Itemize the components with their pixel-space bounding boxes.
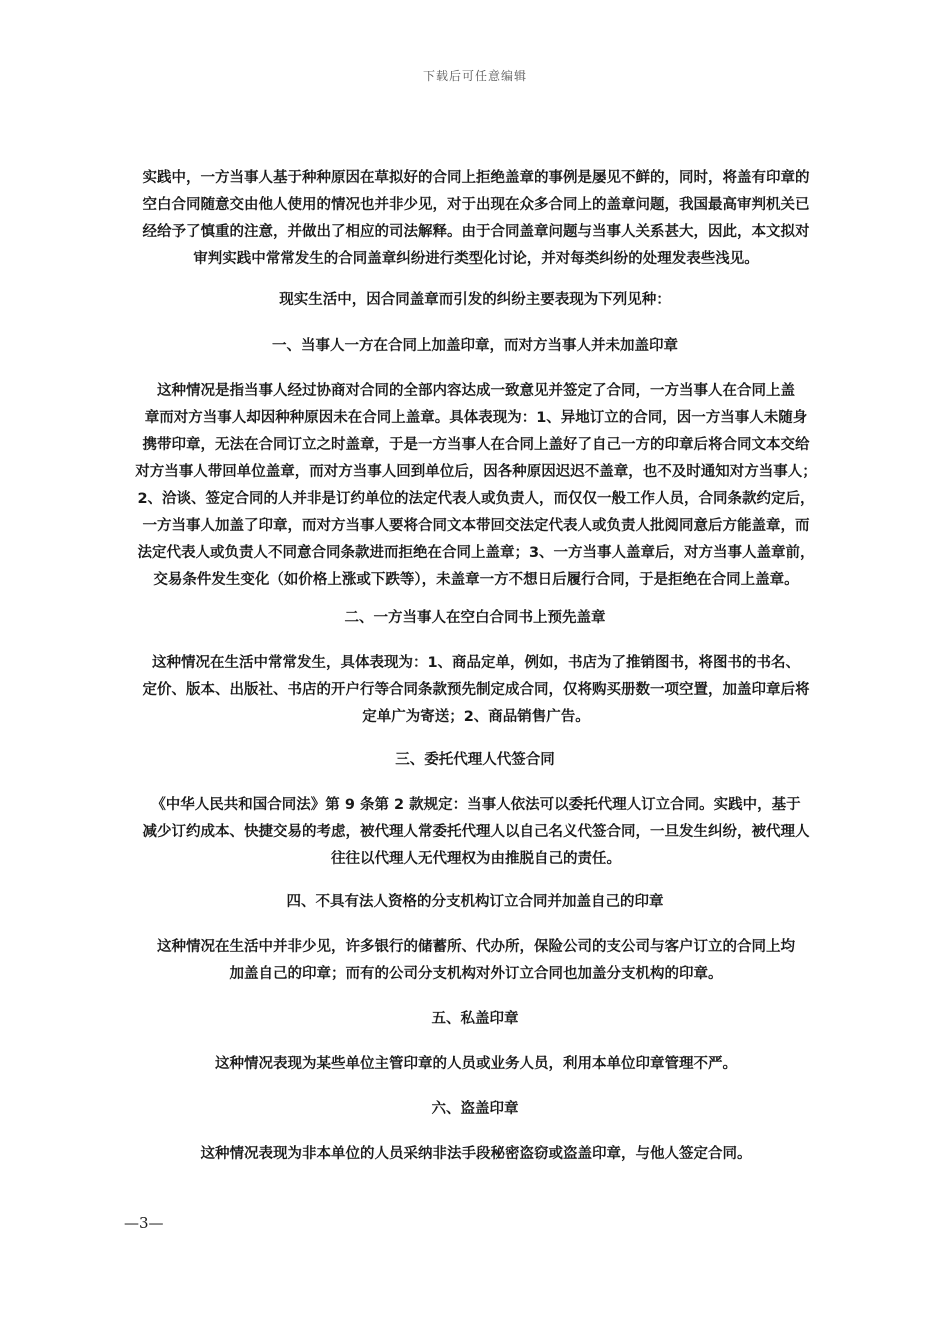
body-line: 《中华人民共和国合同法》第 9 条第 2 款规定：当事人依法可以委托代理人订立合同。实践中，基于 bbox=[151, 797, 801, 813]
section-body-6 bbox=[120, 1141, 832, 1168]
body-line: 减少订约成本、快捷交易的考虑，被代理人常委托代理人以自己名义代签合同，一旦发生纠纷，被代理人 bbox=[142, 824, 810, 840]
intro-paragraph bbox=[120, 165, 832, 273]
page-header: 下载后可任意编辑 bbox=[422, 69, 527, 83]
section-heading-6: 六、盗盖印章 bbox=[431, 1101, 519, 1117]
body-line: 这种情况在生活中常常发生，具体表现为：1、商品定单，例如，书店为了推销图书，将图书的书名、 bbox=[151, 655, 801, 671]
body-line: 这种情况表现为某些单位主管印章的人员或业务人员，利用本单位印章管理不严。 bbox=[215, 1056, 737, 1072]
intro-line: 实践中，一方当事人基于种种原因在草拟好的合同上拒绝盖章的事例是屡见不鲜的，同时，将盖有印章的 bbox=[142, 170, 810, 186]
body-line: 这种情况表现为非本单位的人员采纳非法手段秘密盗窃或盗盖印章，与他人签定合同。 bbox=[200, 1146, 752, 1162]
body-line: 对方当事人带回单位盖章，而对方当事人回到单位后，因各种原因迟迟不盖章，也不及时通知对方当事人； bbox=[135, 464, 817, 480]
body-line: 这种情况在生活中并非少见，许多银行的储蓄所、代办所，保险公司的支公司与客户订立的合同上均 bbox=[157, 939, 795, 955]
intro-line: 经给予了慎重的注意，并做出了相应的司法解释。由于合同盖章问题与当事人关系甚大，因此，本文拟对 bbox=[142, 224, 810, 240]
section-heading-3: 三、委托代理人代签合同 bbox=[395, 752, 555, 768]
section-body-1 bbox=[120, 378, 832, 594]
intro-line: 空白合同随意交由他人使用的情况也并非少见，对于出现在众多合同上的盖章问题，我国最高审判机关已 bbox=[142, 197, 810, 213]
body-line: 加盖自己的印章；而有的公司分支机构对外订立合同也加盖分支机构的印章。 bbox=[229, 966, 723, 982]
section-body-3 bbox=[120, 792, 832, 873]
section-heading-2: 二、一方当事人在空白合同书上预先盖章 bbox=[344, 610, 606, 626]
body-line: 携带印章，无法在合同订立之时盖章，于是一方当事人在合同上盖好了自己一方的印章后将合同文本交给 bbox=[142, 437, 810, 453]
section-body-5 bbox=[120, 1051, 832, 1078]
body-line: 章而对方当事人却因种种原因未在合同上盖章。具体表现为：1、异地订立的合同，因一方当事人未随身 bbox=[144, 410, 808, 426]
body-line: 这种情况是指当事人经过协商对合同的全部内容达成一致意见并签定了合同，一方当事人在合同上盖 bbox=[157, 383, 795, 399]
intro-line: 审判实践中常常发生的合同盖章纠纷进行类型化讨论，并对每类纠纷的处理发表些浅见。 bbox=[193, 251, 759, 267]
section-body-4 bbox=[120, 934, 832, 988]
body-line: 一方当事人加盖了印章，而对方当事人要将合同文本带回交法定代表人或负责人批阅同意后方能盖章，而 bbox=[142, 518, 810, 534]
body-line: 法定代表人或负责人不同意合同条款进而拒绝在合同上盖章；3、一方当事人盖章后，对方当事人盖章前， bbox=[137, 545, 815, 561]
section-heading-5: 五、私盖印章 bbox=[431, 1011, 519, 1027]
body-line: 2、洽谈、签定合同的人并非是订约单位的法定代表人或负责人，而仅仅一般工作人员，合同条款约定后， bbox=[137, 491, 815, 507]
body-line: 定价、版本、出版社、书店的开户行等合同条款预先制定成合同，仅将购买册数一项空置，加盖印章后将 bbox=[142, 682, 810, 698]
body-line: 交易条件发生变化（如价格上涨或下跌等），未盖章一方不想日后履行合同，于是拒绝在合同上盖章。 bbox=[153, 572, 799, 588]
section-heading-4: 四、不具有法人资格的分支机构订立合同并加盖自己的印章 bbox=[286, 894, 664, 910]
body-line: 定单广为寄送；2、商品销售广告。 bbox=[362, 709, 590, 725]
body-line: 往往以代理人无代理权为由推脱自己的责任。 bbox=[331, 851, 621, 867]
section-body-2 bbox=[120, 650, 832, 731]
page-number: —3— bbox=[124, 1214, 164, 1232]
section-heading-1: 一、当事人一方在合同上加盖印章，而对方当事人并未加盖印章 bbox=[272, 338, 678, 354]
summary-line: 现实生活中，因合同盖章而引发的纠纷主要表现为下列见种： bbox=[279, 292, 671, 308]
